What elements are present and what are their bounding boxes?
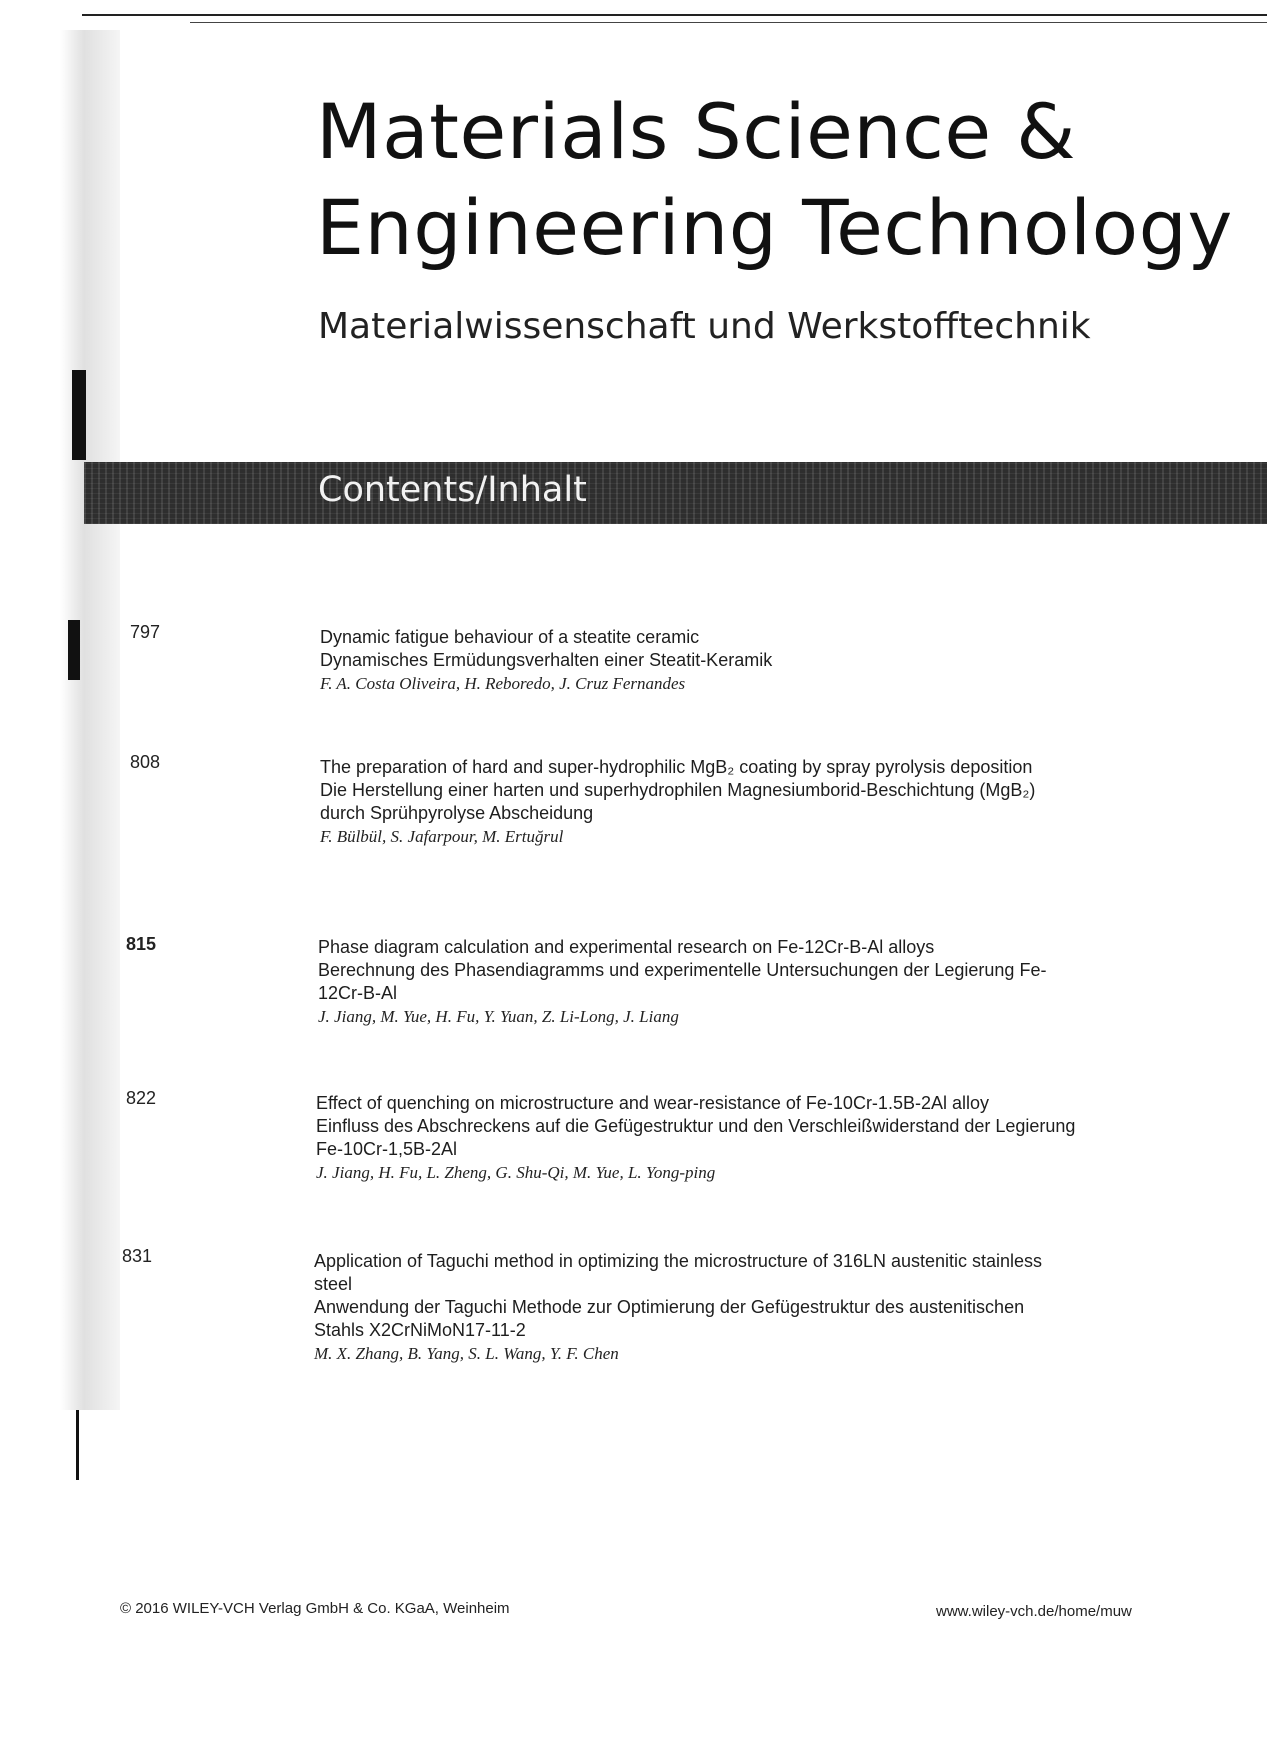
footer-copyright: © 2016 WILEY-VCH Verlag GmbH & Co. KGaA, Weinheim xyxy=(120,1600,510,1617)
article-title-de: Dynamisches Ermüdungsverhalten einer Steatit-Keramik xyxy=(320,650,773,670)
journal-title-line1: Materials Science & xyxy=(316,87,1077,176)
article-authors: J. Jiang, H. Fu, L. Zheng, G. Shu-Qi, M. Yue, L. Yong-ping xyxy=(316,1163,716,1182)
footer-url[interactable]: www.wiley-vch.de/home/muw xyxy=(936,1603,1132,1620)
journal-subtitle: Materialwissenschaft und Werkstofftechnik xyxy=(318,306,1091,347)
article-title-en: The preparation of hard and super-hydrophilic MgB₂ coating by spray pyrolysis deposition xyxy=(320,757,1033,777)
top-rule xyxy=(82,14,1267,16)
article-title-de: Einfluss des Abschreckens auf die Gefügestruktur und den Verschleißwiderstand der Legierung Fe-10Cr-1,5B-2Al xyxy=(316,1116,1076,1159)
scan-binding-shadow xyxy=(60,30,120,1410)
article-title-de: Die Herstellung einer harten und superhydrophilen Magnesiumborid-Beschichtung (MgB₂) durch Sprühpyrolyse Abscheidung xyxy=(320,780,1036,823)
entry-text xyxy=(320,756,1080,848)
scan-mark xyxy=(72,370,86,460)
top-rule-thin xyxy=(190,22,1267,23)
page-number: 822 xyxy=(126,1088,157,1108)
scan-mark xyxy=(76,1410,79,1480)
journal-title xyxy=(316,84,1233,276)
page-number: 815 xyxy=(126,934,157,954)
entry-text xyxy=(320,626,1080,695)
article-title-de: Berechnung des Phasendiagramms und experimentelle Untersuchungen der Legierung Fe-12Cr-B-Al xyxy=(318,960,1047,1003)
article-title-en: Dynamic fatigue behaviour of a steatite ceramic xyxy=(320,627,700,647)
scan-mark xyxy=(68,620,80,680)
article-title-en: Phase diagram calculation and experimental research on Fe-12Cr-B-Al alloys xyxy=(318,937,935,957)
page-number: 831 xyxy=(122,1246,153,1266)
entry-text xyxy=(318,936,1078,1028)
article-title-en: Effect of quenching on microstructure and wear-resistance of Fe-10Cr-1.5B-2Al alloy xyxy=(316,1093,989,1113)
page-number: 797 xyxy=(130,622,161,642)
article-authors: M. X. Zhang, B. Yang, S. L. Wang, Y. F. Chen xyxy=(314,1344,619,1363)
article-authors: J. Jiang, M. Yue, H. Fu, Y. Yuan, Z. Li-Long, J. Liang xyxy=(318,1007,679,1026)
article-authors: F. A. Costa Oliveira, H. Reboredo, J. Cruz Fernandes xyxy=(320,674,686,693)
article-title-de: Anwendung der Taguchi Methode zur Optimierung der Gefügestruktur des austenitischen Stahls X2CrNiMoN17-11-2 xyxy=(314,1297,1025,1340)
contents-label: Contents/Inhalt xyxy=(318,470,587,510)
article-title-en: Application of Taguchi method in optimizing the microstructure of 316LN austenitic stainless steel xyxy=(314,1251,1043,1294)
entry-text xyxy=(314,1250,1074,1365)
article-authors: F. Bülbül, S. Jafarpour, M. Ertuğrul xyxy=(320,827,564,846)
page-number: 808 xyxy=(130,752,161,772)
contents-banner xyxy=(84,462,1267,524)
journal-title-line2: Engineering Technology xyxy=(316,183,1233,272)
entry-text xyxy=(316,1092,1076,1184)
